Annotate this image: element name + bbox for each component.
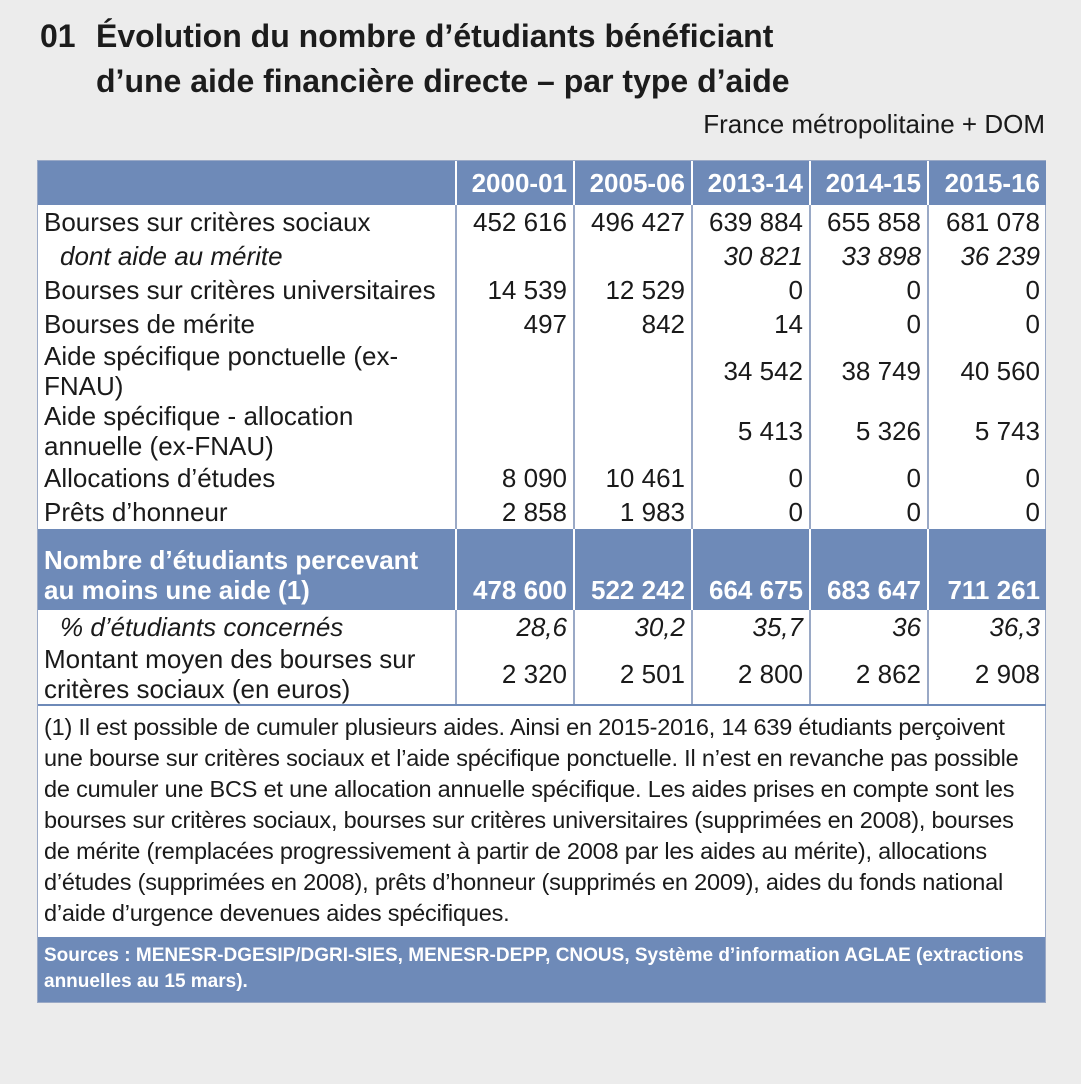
title-line-2: d’une aide financière directe – par type d’aide <box>96 63 790 99</box>
row-label: Allocations d’études <box>44 463 276 493</box>
table-cell: 35,7 <box>692 610 810 645</box>
table-cell <box>574 239 692 273</box>
row-label: Aide spécifique ponctuelle (ex-FNAU) <box>44 341 399 401</box>
table-cell: 2 862 <box>810 644 928 705</box>
table-cell: 452 616 <box>456 205 574 239</box>
table-cell: 30 821 <box>692 239 810 273</box>
table-cell: 711 261 <box>928 529 1046 610</box>
table-cell: 5 413 <box>692 401 810 461</box>
subtitle: France métropolitaine + DOM <box>703 109 1045 139</box>
table-cell: 40 560 <box>928 341 1046 401</box>
footnote: (1) Il est possible de cumuler plusieurs aides. Ainsi en 2015-2016, 14 639 étudiants perçoivent une bourse sur critères sociaux et l’aide spécifique ponctuelle. Il n’est en revanche pas possible de cumuler une BCS et une allocation annuelle spécifique. Les aides prises en compte sont les bourses sur critères sociaux, bourses sur critères universitaires (supprimées en 2008), bourses de mérite (remplacées progressivement à partir de 2008 par les aides au mérite), allocations d’études (supprimées en 2008), prêts d’honneur (supprimés en 2009), aides du fonds national d’aide d’urgence devenues aides spécifiques. <box>44 714 1019 926</box>
row-label: Prêts d’honneur <box>44 497 228 527</box>
table-cell: 2 858 <box>456 495 574 529</box>
table-cell: 639 884 <box>692 205 810 239</box>
table-cell: 8 090 <box>456 461 574 495</box>
table-cell: 2 800 <box>692 644 810 705</box>
table-row <box>38 273 1046 307</box>
table-cell <box>574 341 692 401</box>
table-cell: 681 078 <box>928 205 1046 239</box>
table-cell: 0 <box>928 273 1046 307</box>
table-cell: 34 542 <box>692 341 810 401</box>
table-cell: 36 <box>810 610 928 645</box>
table-cell: 14 539 <box>456 273 574 307</box>
table-cell: 0 <box>692 461 810 495</box>
title-line-1: Évolution du nombre d’étudiants bénéficiant <box>96 18 774 54</box>
table-cell: 1 983 <box>574 495 692 529</box>
table-frame <box>37 160 1046 1003</box>
header-cell-2013-14: 2013-14 <box>692 161 810 205</box>
table-cell: 478 600 <box>456 529 574 610</box>
row-label: dont aide au mérite <box>60 241 283 271</box>
table-cell: 12 529 <box>574 273 692 307</box>
table-row <box>38 341 1046 401</box>
table-row <box>38 495 1046 529</box>
row-label: Bourses sur critères sociaux <box>44 207 371 237</box>
table-cell: 5 326 <box>810 401 928 461</box>
table-row <box>38 307 1046 341</box>
table-row <box>38 205 1046 239</box>
table-cell: 664 675 <box>692 529 810 610</box>
table-cell: 30,2 <box>574 610 692 645</box>
table-cell: 497 <box>456 307 574 341</box>
row-label: Montant moyen des bourses sur critères sociaux (en euros) <box>38 644 456 705</box>
table-cell: 2 501 <box>574 644 692 705</box>
table-cell <box>456 341 574 401</box>
table-cell: 5 743 <box>928 401 1046 461</box>
table-row <box>38 239 1046 273</box>
data-table <box>38 161 1046 706</box>
header-cell-2005-06: 2005-06 <box>574 161 692 205</box>
header-cell-label <box>38 161 456 205</box>
table-cell: 14 <box>692 307 810 341</box>
table-cell: 655 858 <box>810 205 928 239</box>
table-cell: 0 <box>692 273 810 307</box>
figure-number: 01 <box>40 18 76 54</box>
table-cell: 0 <box>810 495 928 529</box>
source-note: Sources : MENESR-DGESIP/DGRI-SIES, MENESR-DEPP, CNOUS, Système d’information AGLAE (extractions annuelles au 15 mars). <box>38 937 1045 1002</box>
table-cell: 36 239 <box>928 239 1046 273</box>
table-cell: 683 647 <box>810 529 928 610</box>
table-cell: 0 <box>928 307 1046 341</box>
header-cell-2014-15: 2014-15 <box>810 161 928 205</box>
table-cell: 33 898 <box>810 239 928 273</box>
table-cell: 38 749 <box>810 341 928 401</box>
total-row <box>38 529 1046 610</box>
table-cell: 2 908 <box>928 644 1046 705</box>
table-cell <box>574 401 692 461</box>
table-cell: 0 <box>810 461 928 495</box>
table-cell: 0 <box>928 495 1046 529</box>
table-cell: 0 <box>692 495 810 529</box>
table-header-row <box>38 161 1046 205</box>
table-cell <box>456 239 574 273</box>
header-cell-2015-16: 2015-16 <box>928 161 1046 205</box>
row-label: Nombre d’étudiants percevant au moins une aide (1) <box>38 529 456 610</box>
header-cell-2000-01: 2000-01 <box>456 161 574 205</box>
table-cell: 0 <box>928 461 1046 495</box>
table-cell: 10 461 <box>574 461 692 495</box>
table-cell: 496 427 <box>574 205 692 239</box>
row-label: Bourses sur critères universitaires <box>44 275 436 305</box>
table-cell: 842 <box>574 307 692 341</box>
table-row <box>38 401 1046 461</box>
table-cell <box>456 401 574 461</box>
table-cell: 522 242 <box>574 529 692 610</box>
table-cell: 36,3 <box>928 610 1046 645</box>
row-label: Aide spécifique - allocation annuelle (ex-FNAU) <box>44 401 354 461</box>
table-row <box>38 461 1046 495</box>
table-cell: 28,6 <box>456 610 574 645</box>
table-cell: 0 <box>810 307 928 341</box>
row-label: % d’étudiants concernés <box>38 610 456 645</box>
percent-row <box>38 610 1046 645</box>
table-cell: 0 <box>810 273 928 307</box>
table-cell: 2 320 <box>456 644 574 705</box>
row-label: Bourses de mérite <box>44 309 255 339</box>
average-amount-row <box>38 644 1046 705</box>
